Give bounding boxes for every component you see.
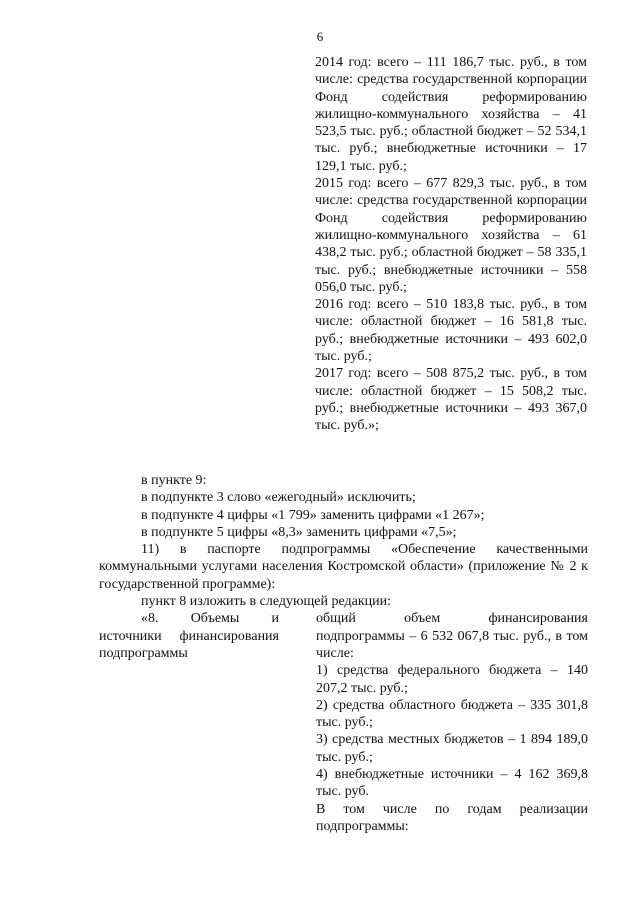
funding-2017: 2017 год: всего – 508 875,2 тыс. руб., в том числе: областной бюджет – 15 508,2 тыс. руб.; внебюджетные источники – 493 367,0 тыс. руб.»; <box>315 366 587 434</box>
federal-budget: 1) средства федерального бюджета – 140 207,2 тыс. руб.; <box>316 663 588 696</box>
item-8-heading: пункт 8 изложить в следующей редакции: <box>141 594 391 610</box>
item-11-paragraph: 11) в паспорте подпрограммы «Обеспечение качественными коммунальными услугами населения Костромской области» (приложение № 2 к государственной программе): <box>99 542 588 592</box>
subitem-4-change: в подпункте 4 цифры «1 799» заменить цифрами «1 267»; <box>141 507 485 523</box>
funding-2014: 2014 год: всего – 111 186,7 тыс. руб., в том числе: средства государственной корпорации Фонд содействия реформированию жилищно-коммунального хозяйства – 41 523,5 тыс. руб.; областной бюджет – 52 534,1 тыс. руб.; внебюджетные источники – 17 129,1 тыс. руб.; <box>315 55 587 174</box>
extra-budget-sources: 4) внебюджетные источники – 4 162 369,8 тыс. руб. <box>316 767 588 800</box>
amendment-body <box>99 472 588 835</box>
subitem-3-change: в подпункте 3 слово «ежегодный» исключить; <box>141 490 416 506</box>
funding-2016: 2016 год: всего – 510 183,8 тыс. руб., в том числе: областной бюджет – 16 581,8 тыс. руб.; внебюджетные источники – 493 602,0 тыс. руб.; <box>315 297 587 365</box>
passport-table-row <box>99 610 588 835</box>
row-value <box>316 610 588 835</box>
page-number: 6 <box>316 29 324 44</box>
total-funding: общий объем финансирования подпрограммы – 6 532 067,8 тыс. руб., в том числе: <box>316 611 588 661</box>
local-budgets: 3) средства местных бюджетов – 1 894 189,0 тыс. руб.; <box>316 732 588 765</box>
row-label: «8. Объемы и источники финансирования подпрограммы <box>99 611 279 661</box>
subitem-5-change: в подпункте 5 цифры «8,3» заменить цифрами «7,5»; <box>141 524 457 540</box>
funding-2015: 2015 год: всего – 677 829,3 тыс. руб., в том числе: средства государственной корпорации Фонд содействия реформированию жилищно-коммунального хозяйства – 61 438,2 тыс. руб.; областной бюджет – 58 335,1 тыс. руб.; внебюджетные источники – 558 056,0 тыс. руб.; <box>315 176 587 295</box>
item-9-heading: в пункте 9: <box>141 473 207 488</box>
regional-budget: 2) средства областного бюджета – 335 301,8 тыс. руб.; <box>316 697 588 731</box>
funding-years-block <box>315 54 587 435</box>
by-years-heading: В том числе по годам реализации подпрограммы: <box>316 801 588 834</box>
